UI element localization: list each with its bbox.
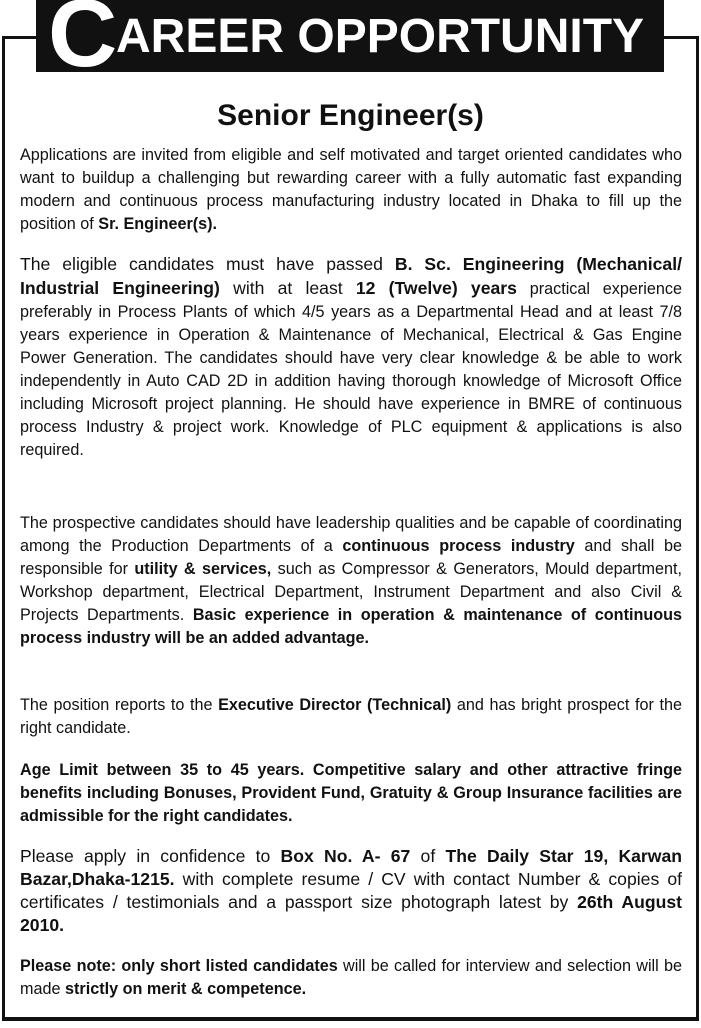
apply-deadline: 26th August 2010.	[20, 892, 682, 935]
responsibilities-paragraph	[20, 512, 682, 650]
resp-text-2: and shall be responsible for	[20, 537, 682, 578]
report-director: Executive Director (Technical)	[218, 696, 452, 714]
apply-paragraph	[20, 845, 682, 937]
resp-text-3: such as Compressor & Generators, Mould department, Workshop department, Electrical Department, Instrument Department and also Civil & Projects Departments.	[20, 560, 682, 624]
apply-text-3: with complete resume / CV with contact Number & copies of certificates / testimonials and a passport size photograph latest by	[20, 869, 682, 912]
resp-utility: utility & services,	[134, 560, 272, 578]
benefits-text: Age Limit between 35 to 45 years. Competitive salary and other attractive fringe benefits including Bonuses, Provident Fund, Gratuity & Group Insurance facilities are admissible for the right candidates.	[20, 761, 682, 825]
req-text-1: The eligible candidates must have passed	[20, 254, 395, 274]
report-text-1: The position reports to the	[20, 696, 219, 714]
benefits-paragraph	[20, 759, 682, 828]
banner-initial: C	[48, 0, 116, 87]
apply-box: Box No. A- 67	[280, 846, 411, 866]
intro-text: Applications are invited from eligible and self motivated and target oriented candidates who want to buildup a challenging but rewarding career with a fully automatic fast expanding modern and continuous process manufacturing industry located in Dhaka to fill up the position of	[20, 146, 682, 233]
position-title: Senior Engineer(s)	[217, 99, 484, 132]
requirements-paragraph	[20, 253, 682, 462]
note-text: will be called for interview and selection will be made	[20, 957, 682, 998]
resp-text-1: The prospective candidates should have leadership qualities and be capable of coordinating among the Production Departments of a	[20, 514, 682, 555]
banner-title: AREER OPPORTUNITY	[116, 10, 645, 63]
apply-text-1: Please apply in confidence to	[20, 846, 281, 866]
req-text-2: with at least	[219, 278, 356, 298]
apply-address: The Daily Star 19, Karwan Bazar,Dhaka-1215.	[20, 846, 682, 889]
header-banner	[36, 0, 664, 87]
reporting-paragraph	[20, 694, 682, 740]
req-text-3: practical experience preferably in Process Plants of which 4/5 years as a Departmental Head and at least 7/8 years experience in Operation & Maintenance of Mechanical, Electrical & Gas Engine Power Generation. The candidates should have very clear knowledge & be able to work independently in Auto CAD 2D in addition having thorough knowledge of Microsoft Office including Microsoft project planning. He should have experience in BMRE of continuous process Industry & project work. Knowledge of PLC equipment & applications is also required.	[20, 280, 682, 459]
req-degree: B. Sc. Engineering (Mechanical/ Industrial Engineering)	[20, 254, 682, 298]
note-paragraph	[20, 955, 682, 1001]
intro-position: Sr. Engineer(s).	[98, 215, 218, 233]
note-shortlist: Please note: only short listed candidates	[20, 957, 338, 975]
note-merit: strictly on merit & competence.	[65, 980, 307, 998]
req-years: 12 (Twelve) years	[355, 278, 517, 298]
resp-industry: continuous process industry	[342, 537, 575, 555]
intro-paragraph	[20, 144, 682, 236]
report-text-2: and has bright prospect for the right candidate.	[20, 696, 682, 737]
apply-text-2: of	[410, 846, 446, 866]
resp-advantage: Basic experience in operation & maintenance of continuous process industry will be an added advantage.	[20, 606, 683, 647]
